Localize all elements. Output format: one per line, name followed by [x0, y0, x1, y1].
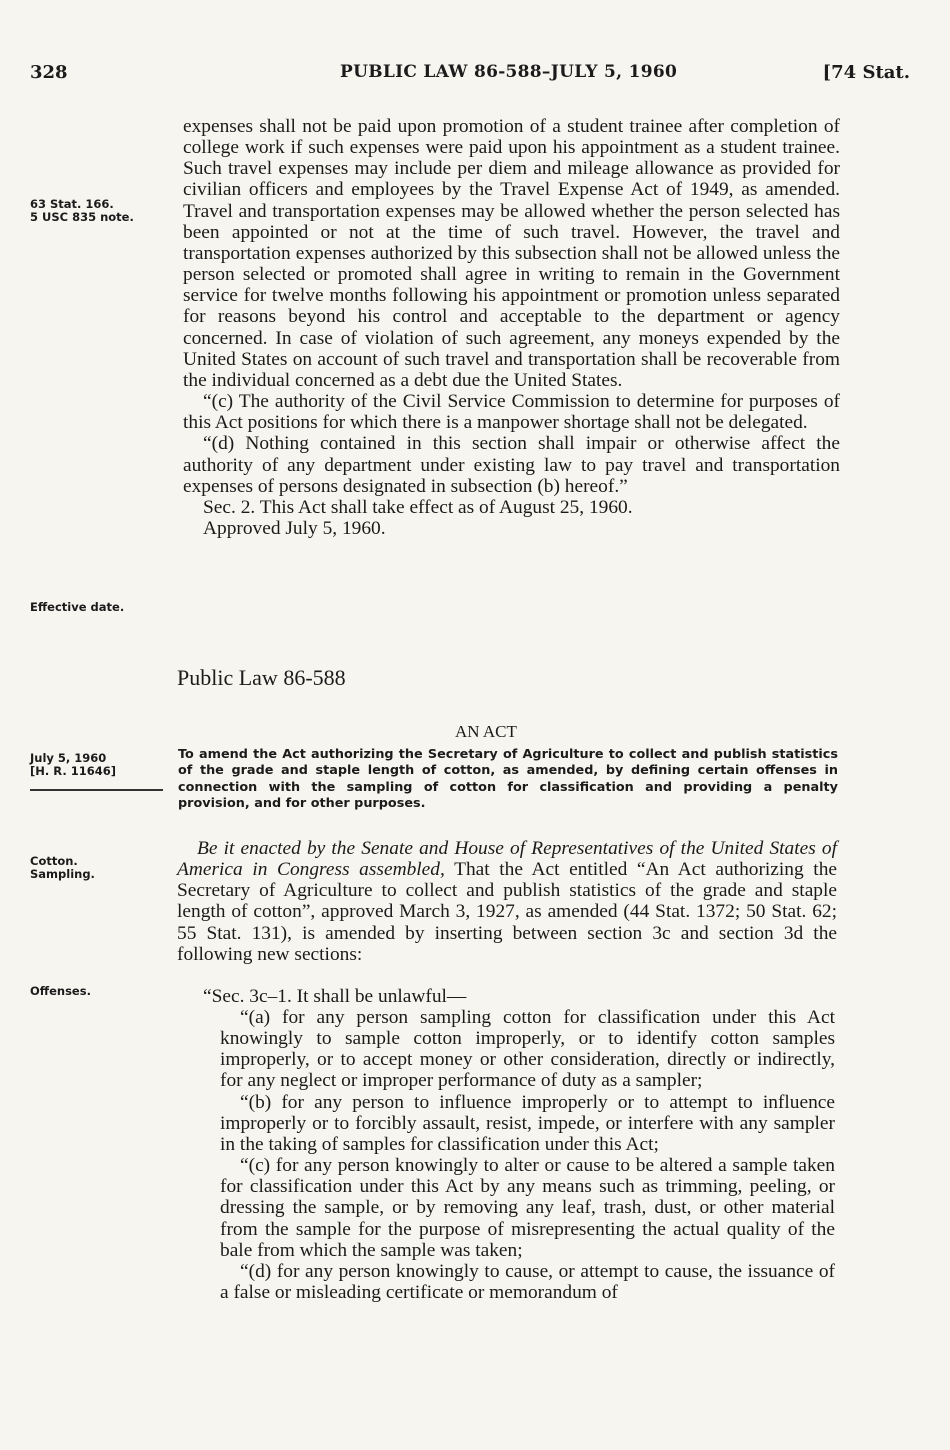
margin-citation [30, 198, 170, 224]
margin-divider [30, 789, 163, 791]
subsection-d: “(d) Nothing contained in this section shall impair or otherwise affect the authority of any department under existing law to pay travel and transportation expenses of persons designated in subsection (b) hereof.” [183, 433, 840, 497]
offense-a: “(a) for any person sampling cotton for classification under this Act knowingly to sample cotton improperly, or to identify cotton samples improperly, or to accept money or other consideration, directly or indirectly, for any neglect or improper performance of duty as a sampler; [220, 1007, 835, 1092]
enacting-paragraph [177, 838, 837, 965]
margin-cotton: Cotton. [30, 854, 78, 868]
margin-effective-date: Effective date. [30, 600, 125, 614]
margin-bill-number: [H. R. 11646] [30, 764, 116, 778]
continuation-block [183, 116, 840, 539]
offenses-list [220, 1007, 835, 1303]
act-heading: AN ACT [455, 722, 517, 741]
margin-sampling: Sampling. [30, 867, 95, 881]
subsection-c: “(c) The authority of the Civil Service Commission to determine for purposes of this Act positions for which there is a manpower shortage shall not be delegated. [183, 391, 840, 434]
margin-citation-usc: 5 USC 835 note. [30, 210, 134, 224]
enacting-clause [177, 838, 837, 965]
section-2: Sec. 2. This Act shall take effect as of August 25, 1960. [203, 496, 633, 518]
page-number: 328 [30, 62, 68, 83]
offense-c: “(c) for any person knowingly to alter or cause to be altered a sample taken for classification under this Act by any means such as trimming, peeling, or dressing the sample, or by removing any leaf, trash, dust, or other material from the sample for the purpose of misrepresenting the actual quality of the bale from which the sample was taken; [220, 1155, 835, 1261]
enacting-formula: Be it enacted by the Senate and House of Representatives of the United States of America in Congress assembled, [177, 838, 837, 881]
margin-bill-info [30, 752, 170, 778]
page-header [30, 62, 910, 90]
statute-reference: [74 Stat. [822, 62, 910, 83]
public-law-title: Public Law 86-588 [177, 665, 346, 690]
continuation-paragraph: expenses shall not be paid upon promotion of a student trainee after completion of college work if such expenses were paid upon his appointment as a student trainee. Such travel expenses may include per diem and mileage allowance as provided for civilian officers and employees by the Travel Expense Act of 1949, as amended. Travel and transportation expenses may be allowed whether the person selected has been appointed or not at the time of such travel. However, the travel and transportation expenses authorized by this subsection shall not be allowed unless the person selected or promoted shall agree in writing to remain in the Government service for twelve months following his appointment or promotion unless separated for reasons beyond his control and acceptable to the department or agency concerned. In case of violation of such agreement, any moneys expended by the United States on account of such travel and transportation shall be recoverable from the individual concerned as a debt due the United States. [183, 116, 840, 391]
margin-citation-stat: 63 Stat. 166. [30, 197, 114, 211]
approval-line: Approved July 5, 1960. [203, 517, 386, 539]
offense-d: “(d) for any person knowingly to cause, or attempt to cause, the issuance of a false or misleading certificate or memorandum of [220, 1260, 835, 1304]
section-3c-1-heading: “Sec. 3c–1. It shall be unlawful— [203, 986, 467, 1007]
margin-offenses: Offenses. [30, 984, 91, 998]
margin-cotton-sampling [30, 855, 170, 881]
running-head: PUBLIC LAW 86-588–JULY 5, 1960 [340, 62, 678, 82]
margin-date: July 5, 1960 [30, 751, 107, 765]
enacting-text: That the Act entitled “An Act authorizing the Secretary of Agriculture to collect and publish statistics of the grade and staple length of cotton”, approved March 3, 1927, as amended (44 Stat. 1372; 50 Stat. 62; 55 Stat. 131), is amended by inserting between section 3c and section 3d the following new sections: [177, 859, 837, 965]
act-purpose: To amend the Act authorizing the Secretary of Agriculture to collect and publish statistics of the grade and staple length of cotton, as amended, by defining certain offenses in connection with the sampling of cotton for classification and providing a penalty provision, and for other purposes. [178, 747, 838, 811]
offense-b: “(b) for any person to influence improperly or to attempt to influence improperly or to forcibly assault, resist, impede, or interfere with any sampler in the taking of samples for classification under this Act; [220, 1091, 835, 1155]
